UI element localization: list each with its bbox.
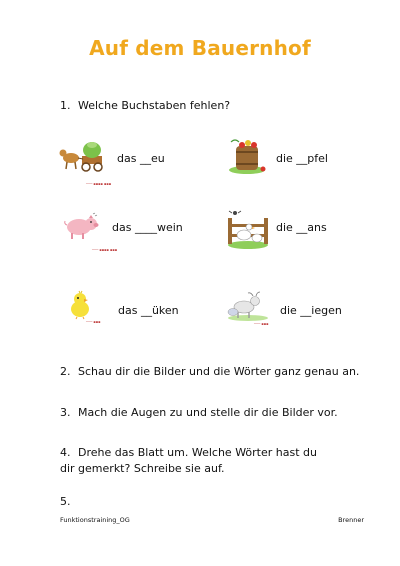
image-credit: ─── ▪▪▪▪ ▪▪▪ bbox=[92, 248, 118, 252]
apple-barrel-icon bbox=[227, 136, 269, 176]
task-4 bbox=[60, 445, 330, 477]
exercise-item: die __ans bbox=[276, 221, 327, 234]
task-2 bbox=[60, 364, 359, 380]
exercise-item: die __iegen bbox=[280, 304, 342, 317]
task-text: Schau dir die Bilder und die Wörter ganz genau an. bbox=[78, 365, 360, 378]
horse-cart-icon bbox=[58, 138, 106, 174]
exercise-item: das ____wein bbox=[112, 221, 183, 234]
exercise-item: das __eu bbox=[117, 152, 165, 165]
exercise-item: das __üken bbox=[118, 304, 179, 317]
task-3 bbox=[60, 405, 338, 421]
page-title: Auf dem Bauernhof bbox=[89, 36, 311, 60]
task-text: Mach die Augen zu und stelle dir die Bilder vor. bbox=[78, 406, 338, 419]
task-number: 1. bbox=[60, 99, 71, 112]
image-credit: ─── ▪▪▪▪ ▪▪▪ bbox=[86, 182, 112, 186]
footer-right: Brenner bbox=[338, 516, 364, 524]
goose-fence-icon bbox=[226, 208, 270, 250]
task-number: 4. bbox=[60, 446, 71, 459]
chick-icon bbox=[66, 290, 94, 320]
task-text: Welche Buchstaben fehlen? bbox=[78, 99, 231, 112]
image-credit: ─── ▪▪▪ bbox=[86, 320, 101, 324]
task-5 bbox=[60, 494, 75, 510]
footer-left: Funktionstraining_OG bbox=[60, 516, 130, 524]
pig-icon bbox=[63, 212, 99, 242]
task-text: Drehe das Blatt um. Welche Wörter hast du dir gemerkt? Schreibe sie auf. bbox=[60, 446, 317, 475]
exercise-item: die __pfel bbox=[276, 152, 328, 165]
task-number: 5. bbox=[60, 495, 71, 508]
task-1 bbox=[60, 98, 230, 114]
task-number: 2. bbox=[60, 365, 71, 378]
task-number: 3. bbox=[60, 406, 71, 419]
goat-icon bbox=[226, 290, 270, 322]
image-credit: ─── ▪▪▪ bbox=[254, 322, 269, 326]
